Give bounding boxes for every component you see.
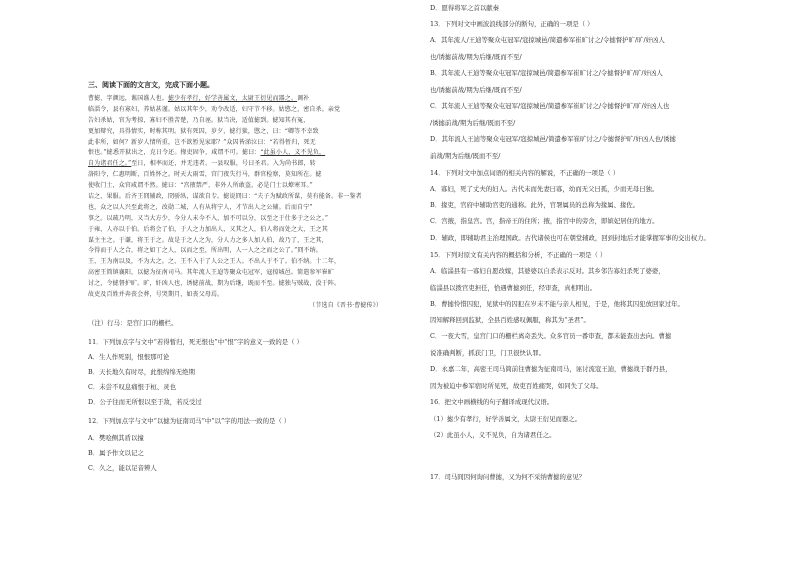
answer-option: B．曹摅怜惜囚犯，见狱中的囚犯在岁末不能与亲人相见，于是，他将其囚犯放回家过年。 bbox=[430, 300, 684, 308]
passage-text: （节选自《晋书·曹摅传》） bbox=[309, 301, 382, 309]
answer-option: A．寡妇，死了丈夫的妇人。古代未而先妻曰寡，幼而无父曰孤，少而无母曰独。 bbox=[430, 185, 659, 193]
passage-line bbox=[88, 236, 388, 247]
passage-line bbox=[88, 192, 388, 203]
passage-text: 告妇杀姑，官为考掠，寡妇不胜苦楚，乃自诬。狱当决，适值摅到。摅知其有冤， bbox=[88, 116, 310, 124]
answer-option: C．一夜大雪，皇宫门口的栅栏离奇丢失。众多官员一番审查，都未能查出去向。曹摅 bbox=[430, 332, 672, 340]
passage-line bbox=[88, 148, 388, 159]
answer-option: B．掾吏，官府中辅助官吏的通称。此外，官署属员的总称为掾属、掾佐。 bbox=[430, 201, 640, 209]
passage-line bbox=[88, 94, 388, 105]
passage bbox=[88, 94, 388, 312]
answer-option: 因为被迫中参军宿时所见死，故吏百姓痛哭，如同失了父母。 bbox=[430, 382, 603, 390]
passage-text: 更加辩究，具得情实，时称其明。狱有死囚，岁夕，摅行狱，愍之，曰：“卿等不幸致 bbox=[88, 127, 319, 135]
passage-line bbox=[88, 225, 388, 236]
passage-line bbox=[88, 268, 388, 279]
annotation-note: （注）行马：是宫门口的栅栏。 bbox=[88, 319, 178, 327]
passage-line bbox=[88, 159, 388, 170]
answer-option: D．愿得将军之首以献秦 bbox=[430, 4, 500, 12]
passage-text: 至日，相率而还，并无违者。一县叹服，号曰圣君。入为尚书郎，转 bbox=[131, 160, 316, 168]
question-stem: 16．把文中画横线的句子翻译成现代汉语。 bbox=[430, 398, 554, 406]
answer-option: C．久之，能以足音辨人 bbox=[88, 464, 157, 472]
underlined-sentence: “此虽小人，义不见负， bbox=[260, 149, 326, 157]
question-stem: 13．下列对文中画波浪线部分的断句，正确的一项是（ ） bbox=[430, 20, 594, 28]
underlined-sentence: 自为诸君任之。” bbox=[88, 160, 132, 168]
answer-option: B．属予作文以记之 bbox=[88, 449, 144, 457]
passage-text: 恨也。”摅悉开狱出之，克日令还。掾吏固争，咸谓不可。摅曰： bbox=[88, 149, 261, 157]
passage-line bbox=[88, 181, 388, 192]
translation-item: （2）此虽小人，义不见负，自为诸君任之。 bbox=[430, 431, 556, 439]
question-stem: 12．下列加点字与文中“以摅为征南司马”中“以”字的用法一致的是（ ） bbox=[88, 417, 291, 425]
passage-line bbox=[88, 116, 388, 127]
passage-text: 曹摅，字颜远，谯国谯人也。 bbox=[88, 95, 168, 102]
question-stem: 14．下列对文中加点词语的相关内容的解说，不正确的一项是（ ） bbox=[430, 169, 620, 177]
passage-text: 使收门士，众官咸谓不然。摅曰：“宫掖禁严，非外人所敢盗，必是门士以燎寒耳。” bbox=[88, 182, 313, 190]
translation-item: （1）摅少有孝行，好学善属文，太尉王衍见而器之。 bbox=[430, 415, 582, 423]
answer-option: A．临淄县有一寡妇自愿改嫁，其婆婆以自杀表示反对。其乡邻告寡妇杀死了婆婆， bbox=[430, 267, 665, 275]
answer-option: A．其年流人/王逌等聚众屯冠军/寇掠城邑/简遣参军崔旷讨之/令摅督护旷/旷/奸凶人 bbox=[430, 36, 665, 44]
passage-line bbox=[88, 105, 388, 116]
passage-text: 调补 bbox=[297, 95, 310, 102]
answer-option: 因知解释回到监狱，全县百姓感叹佩服，称其为“圣君”。 bbox=[430, 316, 590, 324]
answer-option: D．其年流人王逌等聚众屯冠军/寇掠城邑/简遣参军崔旷讨之/令摅督护旷/奸凶人也/诱摅 bbox=[430, 135, 676, 143]
passage-text: 临淄令，县有寡妇，养姑甚谨。姑以其年少，劝令改适，妇守节不移。姑愍之，密自杀。亲党 bbox=[88, 105, 341, 113]
answer-option: A．樊哙侧其盾以撞 bbox=[88, 434, 144, 442]
passage-line bbox=[88, 279, 388, 290]
passage-text: 今得而于人之合，将之如丁之人，以而之至，所出明，人一人之之而之公了。”冏不纳。 bbox=[88, 247, 322, 255]
answer-option: A．生人作死别，恨恨那可论 bbox=[88, 353, 170, 361]
answer-option: 也/诱摅前战/期为后继/既而不至/ bbox=[430, 53, 522, 61]
question-stem: 11．下列加点字与文中“若得暂归，死无恨也”中“恨”字的意义一致的是（ ） bbox=[88, 338, 303, 346]
answer-option: B．天长地久有时尽，此恨绵绵无绝期 bbox=[88, 368, 195, 376]
passage-text: 洛阳令，仁惠明断，百姓怀之。时天大雨雪，宫门夜失行马，群官检察，莫知所在。摅 bbox=[88, 171, 322, 179]
answer-option: 临淄县以拨官吏担任，恰遇曹摅到任，经审查，真相明出。 bbox=[430, 284, 597, 292]
answer-option: 说准确判断，抓获门卫，门卫很快认罪。 bbox=[430, 349, 546, 357]
question-stem: 15．下列对原文有关内容的概括和分析，不正确的一项是（ ） bbox=[430, 251, 607, 259]
passage-line bbox=[88, 127, 388, 138]
passage-text: 此非所，如何？新岁人情所重，岂不欲暂见家耶？”众囚皆涕泣曰：“若得暂归，死无 bbox=[88, 138, 316, 146]
passage-text: 事之。以疏乃明，又当大方少，今分人未今不入，加不可以分，以至之于仕多于之公之。” bbox=[88, 214, 329, 222]
passage-line bbox=[88, 257, 388, 268]
passage-line bbox=[88, 246, 388, 257]
answer-option: C．其年流人王逌等聚众屯冠军/寇掠城邑/简遣参军崔旷讨之/令摅督护旷/旷/奸凶人也 bbox=[430, 102, 670, 110]
passage-text: 于雍，人亦以于伯。后将会了伯，于人之力加出人，又其之人，伯人将而处之大，王之其 bbox=[88, 225, 328, 233]
underlined-sentence: 摅少有孝行，好学善属文，太尉王衍见而器之。 bbox=[167, 95, 298, 102]
passage-line bbox=[88, 170, 388, 181]
question-stem: 17．司马冏因何询问曹摅，又为何不采纳曹摅的意见？ bbox=[430, 473, 586, 481]
answer-option: B．其年流人王逌等聚众屯冠军/寇掠城邑/简遣参军崔旷讨之/令摅督护旷/旷/奸凶人 bbox=[430, 69, 663, 77]
answer-option: /诱摅前战/期为后继/既而不至/ bbox=[430, 119, 516, 127]
answer-option: D．公子往而无所恨以至于敌，若反受过 bbox=[88, 398, 202, 406]
passage-line bbox=[88, 214, 388, 225]
answer-option: 也/诱摅前战/期为后继/既而不至/ bbox=[430, 86, 522, 94]
passage-line bbox=[88, 290, 388, 301]
passage-line bbox=[88, 138, 388, 149]
passage-text: 高密王简镇襄阳，以摅为征南司马。其年流人王逌等聚众屯冠军，寇掠城邑。简遣参军崔旷 bbox=[88, 269, 335, 277]
passage-text: 王，王为南以及，不为大之。之，王不入于了人公之王人。不出人于不了。伯不纳。十二年， bbox=[88, 258, 341, 266]
passage-line bbox=[88, 203, 388, 214]
passage-text: 诘之，果服。后齐王冏辅政，冏骄纵，谋欲自专。摅说冏曰：“夫子为赋政所谋，莫有能备。非一鉴者 bbox=[88, 193, 362, 201]
passage-text: 讨之，令摅督护旷。旷，奸凶人也，诱摅前战，期为后继，既而不至。摅独与贼战，没于阵。 bbox=[88, 280, 341, 288]
passage-text: 也，众之以人兴至此将之，改勋二城，人有从将宁人，才节出人之公辅。后而自宁” bbox=[88, 203, 313, 211]
answer-option: C．未尝不叹息痛恨于桓、灵也 bbox=[88, 383, 176, 391]
passage-text: 故吏及百姓并奔丧会葬，号哭期月，如丧父母焉。 bbox=[88, 291, 224, 299]
answer-option: 前战/期为后继/既而不至/ bbox=[430, 152, 501, 160]
answer-option: D．辅政，即辅助君主治理国政。古代诸侯也可在朝堂辅政，回到封地后才能掌握军事的交出权力。 bbox=[430, 234, 710, 242]
answer-option: C．宫掖，指皇宫。宫，指帝王的住所；掖，指宫中的旁舍，即嫔妃居住的地方。 bbox=[430, 217, 659, 225]
passage-text: 谋主主之。于谦，将王于之。故是于之人之为，分人力之多人加人伯，故乃了，王之其， bbox=[88, 236, 328, 244]
passage-source bbox=[88, 301, 388, 312]
section-heading: 三、阅读下面的文言文，完成下面小题。 bbox=[88, 80, 214, 89]
answer-option: D．永嘉二年，高密王司马简前往曹摅为征南司马，诬讨流寇王逌，曹摅战于群丹县， bbox=[430, 365, 672, 373]
